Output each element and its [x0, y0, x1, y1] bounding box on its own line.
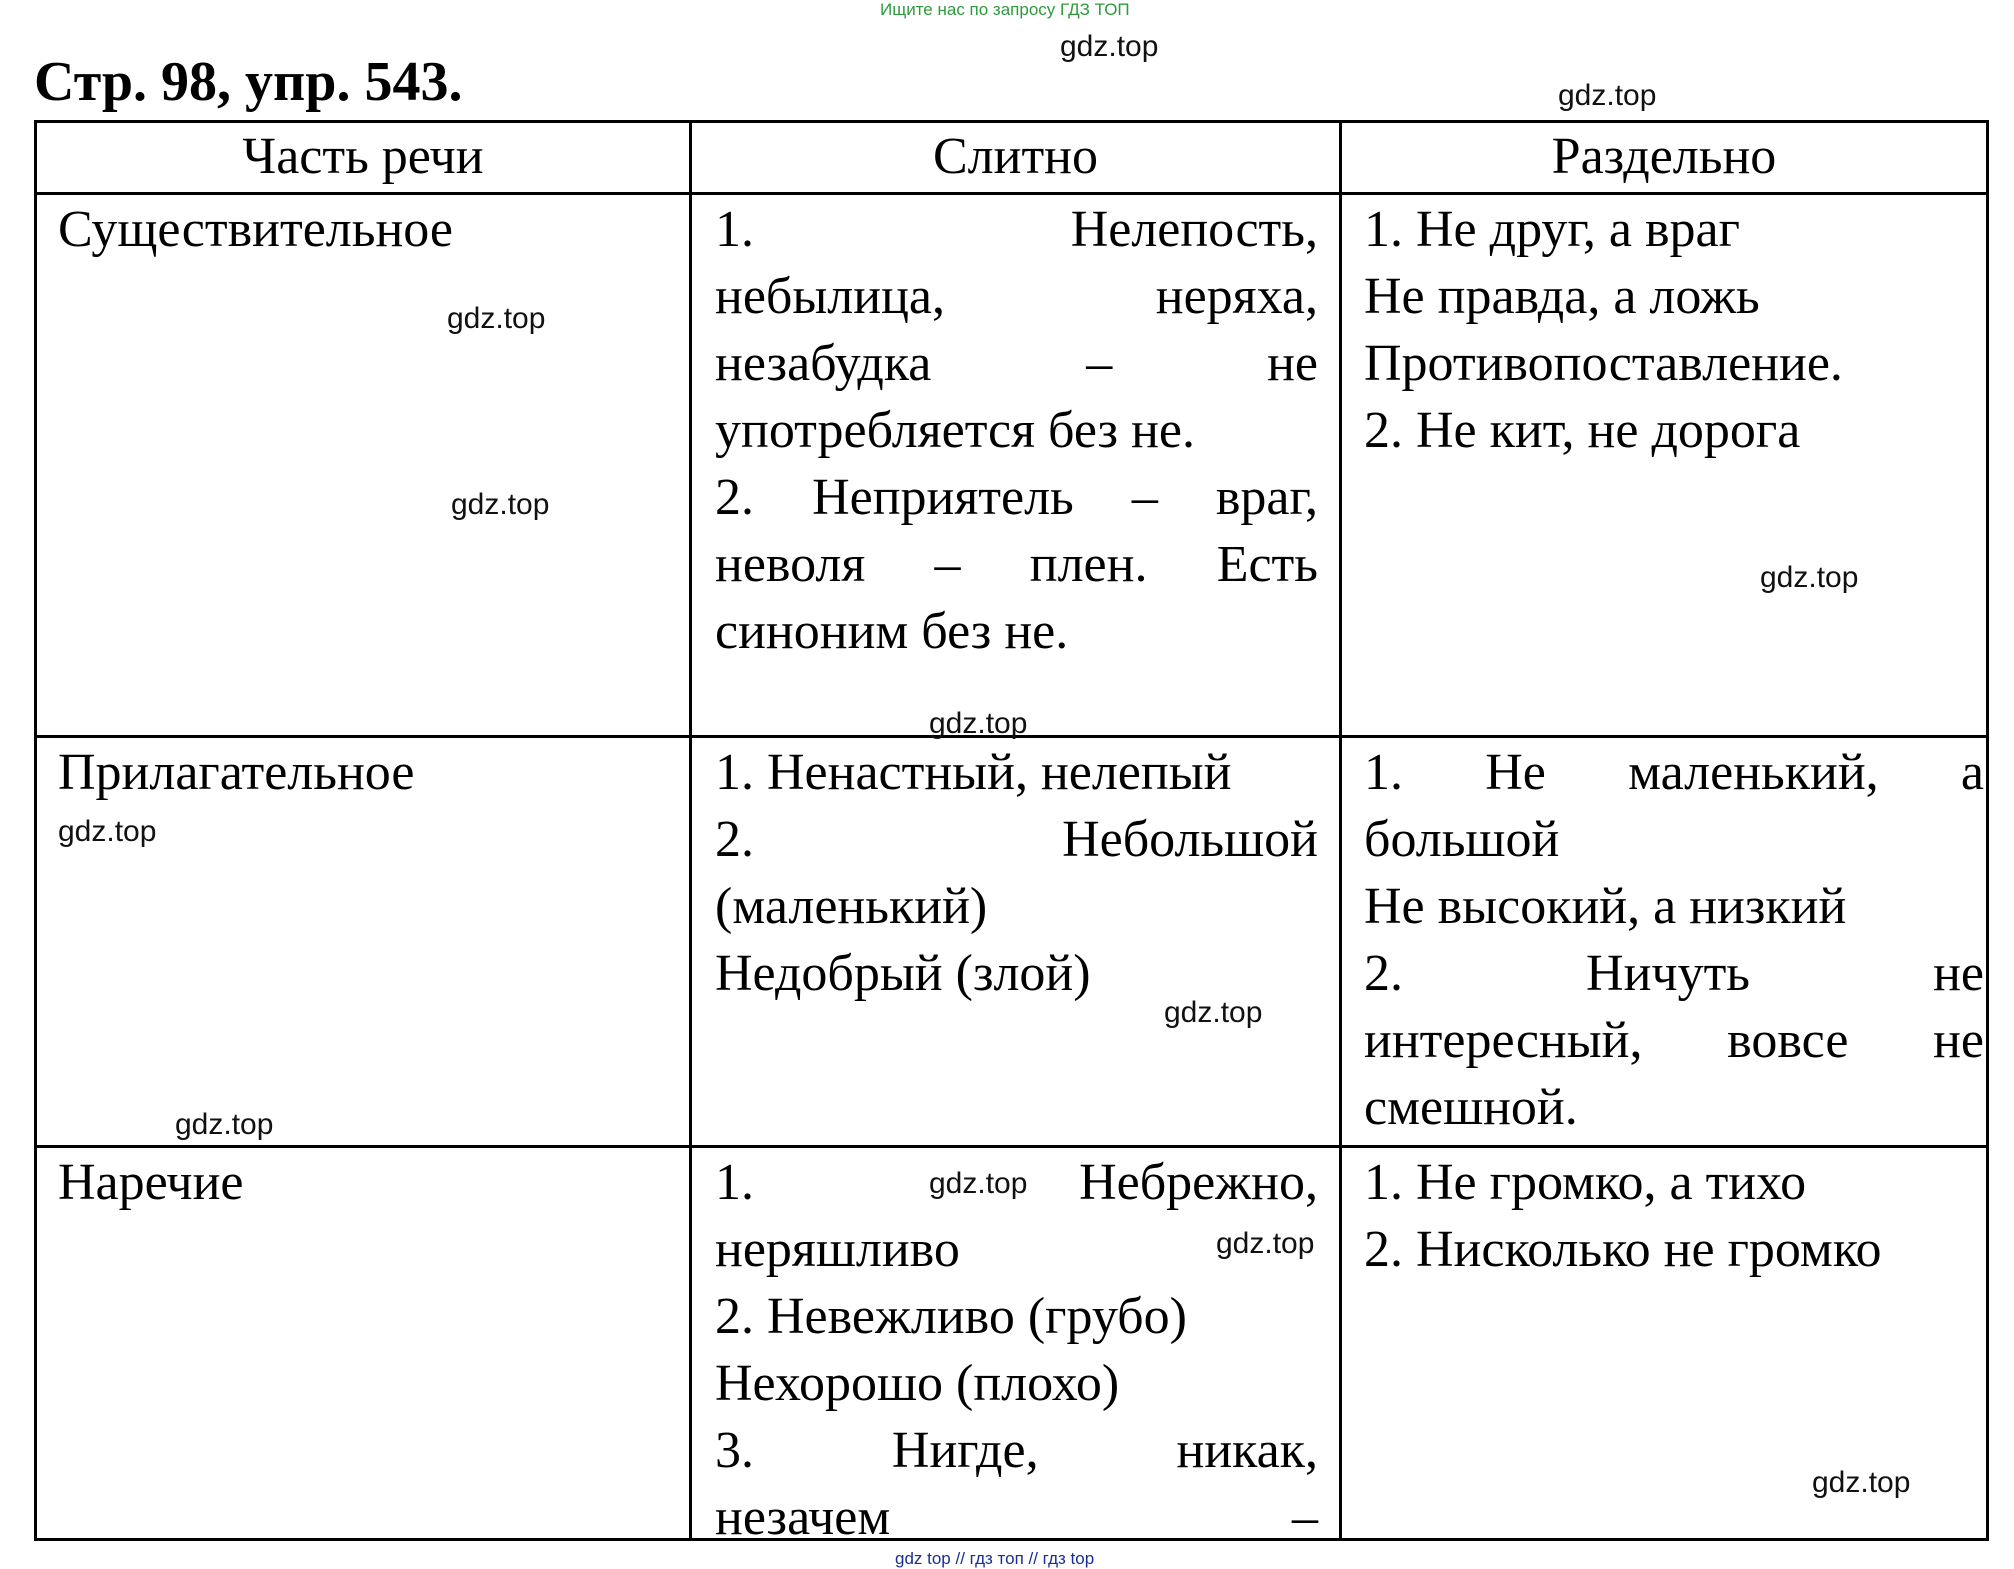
cell-word: 1. Не друг, а враг	[1364, 201, 1740, 258]
cell-line	[1364, 1007, 1984, 1074]
cell-word: –	[1086, 335, 1113, 392]
cell-word: Противопоставление.	[1364, 335, 1843, 392]
together-adjective	[715, 739, 1318, 1007]
table-column-divider	[689, 120, 692, 1541]
watermark: gdz.top	[58, 815, 157, 848]
cell-line	[715, 464, 1318, 531]
cell-word: Ничуть	[1586, 945, 1751, 1002]
cell-word: не	[1267, 335, 1318, 392]
cell-word: 2.	[715, 811, 754, 868]
cell-line	[715, 1417, 1318, 1484]
watermark: gdz.top	[1216, 1227, 1315, 1260]
cell-line	[715, 397, 1318, 464]
cell-word: незачем	[715, 1489, 891, 1546]
cell-word: (маленький)	[715, 878, 988, 935]
part-adjective: Прилагательное	[58, 744, 415, 801]
cell-word: 1.	[715, 1154, 754, 1211]
cell-line	[715, 598, 1318, 665]
cell-word: употребляется без не.	[715, 402, 1195, 459]
cell-line	[715, 739, 1318, 806]
cell-line	[715, 873, 1318, 940]
cell-word: Не	[1485, 744, 1546, 801]
watermark: gdz.top	[929, 707, 1028, 740]
part-adverb: Наречие	[58, 1154, 244, 1211]
cell-word: Неприятель	[812, 469, 1074, 526]
cell-line	[1364, 263, 1984, 330]
cell-word: вовсе	[1727, 1012, 1849, 1069]
cell-line	[1364, 196, 1984, 263]
cell-line	[715, 531, 1318, 598]
cell-word: –	[1131, 469, 1158, 526]
cell-line	[715, 263, 1318, 330]
table-border-right	[1986, 120, 1989, 1541]
cell-word: 1. Не громко, а тихо	[1364, 1154, 1807, 1211]
cell-word: неряха,	[1155, 268, 1318, 325]
table-row-divider	[34, 1145, 1989, 1148]
cell-word: 2. Нисколько не громко	[1364, 1221, 1882, 1278]
separate-noun	[1364, 196, 1984, 464]
cell-word: Недобрый (злой)	[715, 945, 1091, 1002]
top-banner: Ищите нас по запросу ГДЗ ТОП	[880, 0, 1130, 19]
table-border-top	[34, 120, 1989, 123]
cell-word: 2. Невежливо (грубо)	[715, 1288, 1187, 1345]
cell-word: Нехорошо (плохо)	[715, 1355, 1120, 1412]
cell-word: большой	[1364, 811, 1560, 868]
together-adverb	[715, 1149, 1318, 1551]
cell-word: Есть	[1216, 536, 1318, 593]
cell-word: незабудка	[715, 335, 932, 392]
cell-line	[1364, 1216, 1984, 1283]
cell-word: никак,	[1176, 1422, 1318, 1479]
cell-word: небылица,	[715, 268, 945, 325]
cell-line	[715, 1283, 1318, 1350]
cell-word: не	[1933, 945, 1984, 1002]
cell-word: плен.	[1029, 536, 1148, 593]
header-part-of-speech: Часть речи	[242, 128, 484, 185]
cell-word: Небольшой	[1062, 811, 1318, 868]
watermark: gdz.top	[1760, 561, 1859, 594]
cell-line	[1364, 330, 1984, 397]
cell-line	[1364, 940, 1984, 1007]
watermark: gdz.top	[451, 488, 550, 521]
watermark: gdz.top	[447, 302, 546, 335]
part-noun: Существительное	[58, 201, 454, 258]
cell-word: Не высокий, а низкий	[1364, 878, 1847, 935]
cell-word: Не правда, а ложь	[1364, 268, 1760, 325]
cell-line	[1364, 739, 1984, 806]
cell-word: враг,	[1215, 469, 1318, 526]
cell-word: 1. Ненастный, нелепый	[715, 744, 1232, 801]
cell-word: –	[934, 536, 961, 593]
table-column-divider	[1339, 120, 1342, 1541]
together-noun	[715, 196, 1318, 665]
header-together: Слитно	[932, 128, 1098, 185]
cell-word: 1.	[715, 201, 754, 258]
footer-links: gdz top // гдз топ // гдз top	[895, 1549, 1095, 1568]
cell-word: 2.	[1364, 945, 1403, 1002]
cell-line	[715, 806, 1318, 873]
watermark: gdz.top	[1164, 996, 1263, 1029]
watermark: gdz.top	[1812, 1466, 1911, 1499]
cell-line	[715, 1350, 1318, 1417]
cell-word: не	[1933, 1012, 1984, 1069]
cell-word: синоним без не.	[715, 603, 1069, 660]
watermark: gdz.top	[175, 1108, 274, 1141]
cell-word: неволя	[715, 536, 866, 593]
cell-word: маленький,	[1628, 744, 1879, 801]
separate-adjective	[1364, 739, 1984, 1141]
cell-word: интересный,	[1364, 1012, 1643, 1069]
cell-word: –	[1292, 1489, 1318, 1546]
cell-word: Нелепость,	[1070, 201, 1318, 258]
page-title: Стр. 98, упр. 543.	[34, 51, 463, 113]
cell-line	[1364, 397, 1984, 464]
cell-line	[1364, 1074, 1984, 1141]
cell-word: Нигде,	[891, 1422, 1039, 1479]
cell-word: 2. Не кит, не дорога	[1364, 402, 1801, 459]
cell-word: а	[1960, 744, 1984, 801]
cell-line	[1364, 1149, 1984, 1216]
cell-line	[715, 1484, 1318, 1551]
cell-word: 3.	[715, 1422, 754, 1479]
cell-word: Небрежно,	[1079, 1154, 1318, 1211]
table-header-divider	[34, 192, 1989, 195]
table-border-left	[34, 120, 37, 1541]
cell-line	[715, 196, 1318, 263]
watermark: gdz.top	[1060, 30, 1159, 63]
cell-word: 1.	[1364, 744, 1403, 801]
cell-line	[1364, 806, 1984, 873]
separate-adverb	[1364, 1149, 1984, 1283]
watermark: gdz.top	[1558, 79, 1657, 112]
cell-line	[715, 330, 1318, 397]
cell-word: смешной.	[1364, 1079, 1578, 1136]
cell-line	[1364, 873, 1984, 940]
cell-word: неряшливо	[715, 1221, 960, 1278]
header-separate: Раздельно	[1551, 128, 1777, 185]
watermark: gdz.top	[929, 1167, 1028, 1200]
cell-word: 2.	[715, 469, 754, 526]
